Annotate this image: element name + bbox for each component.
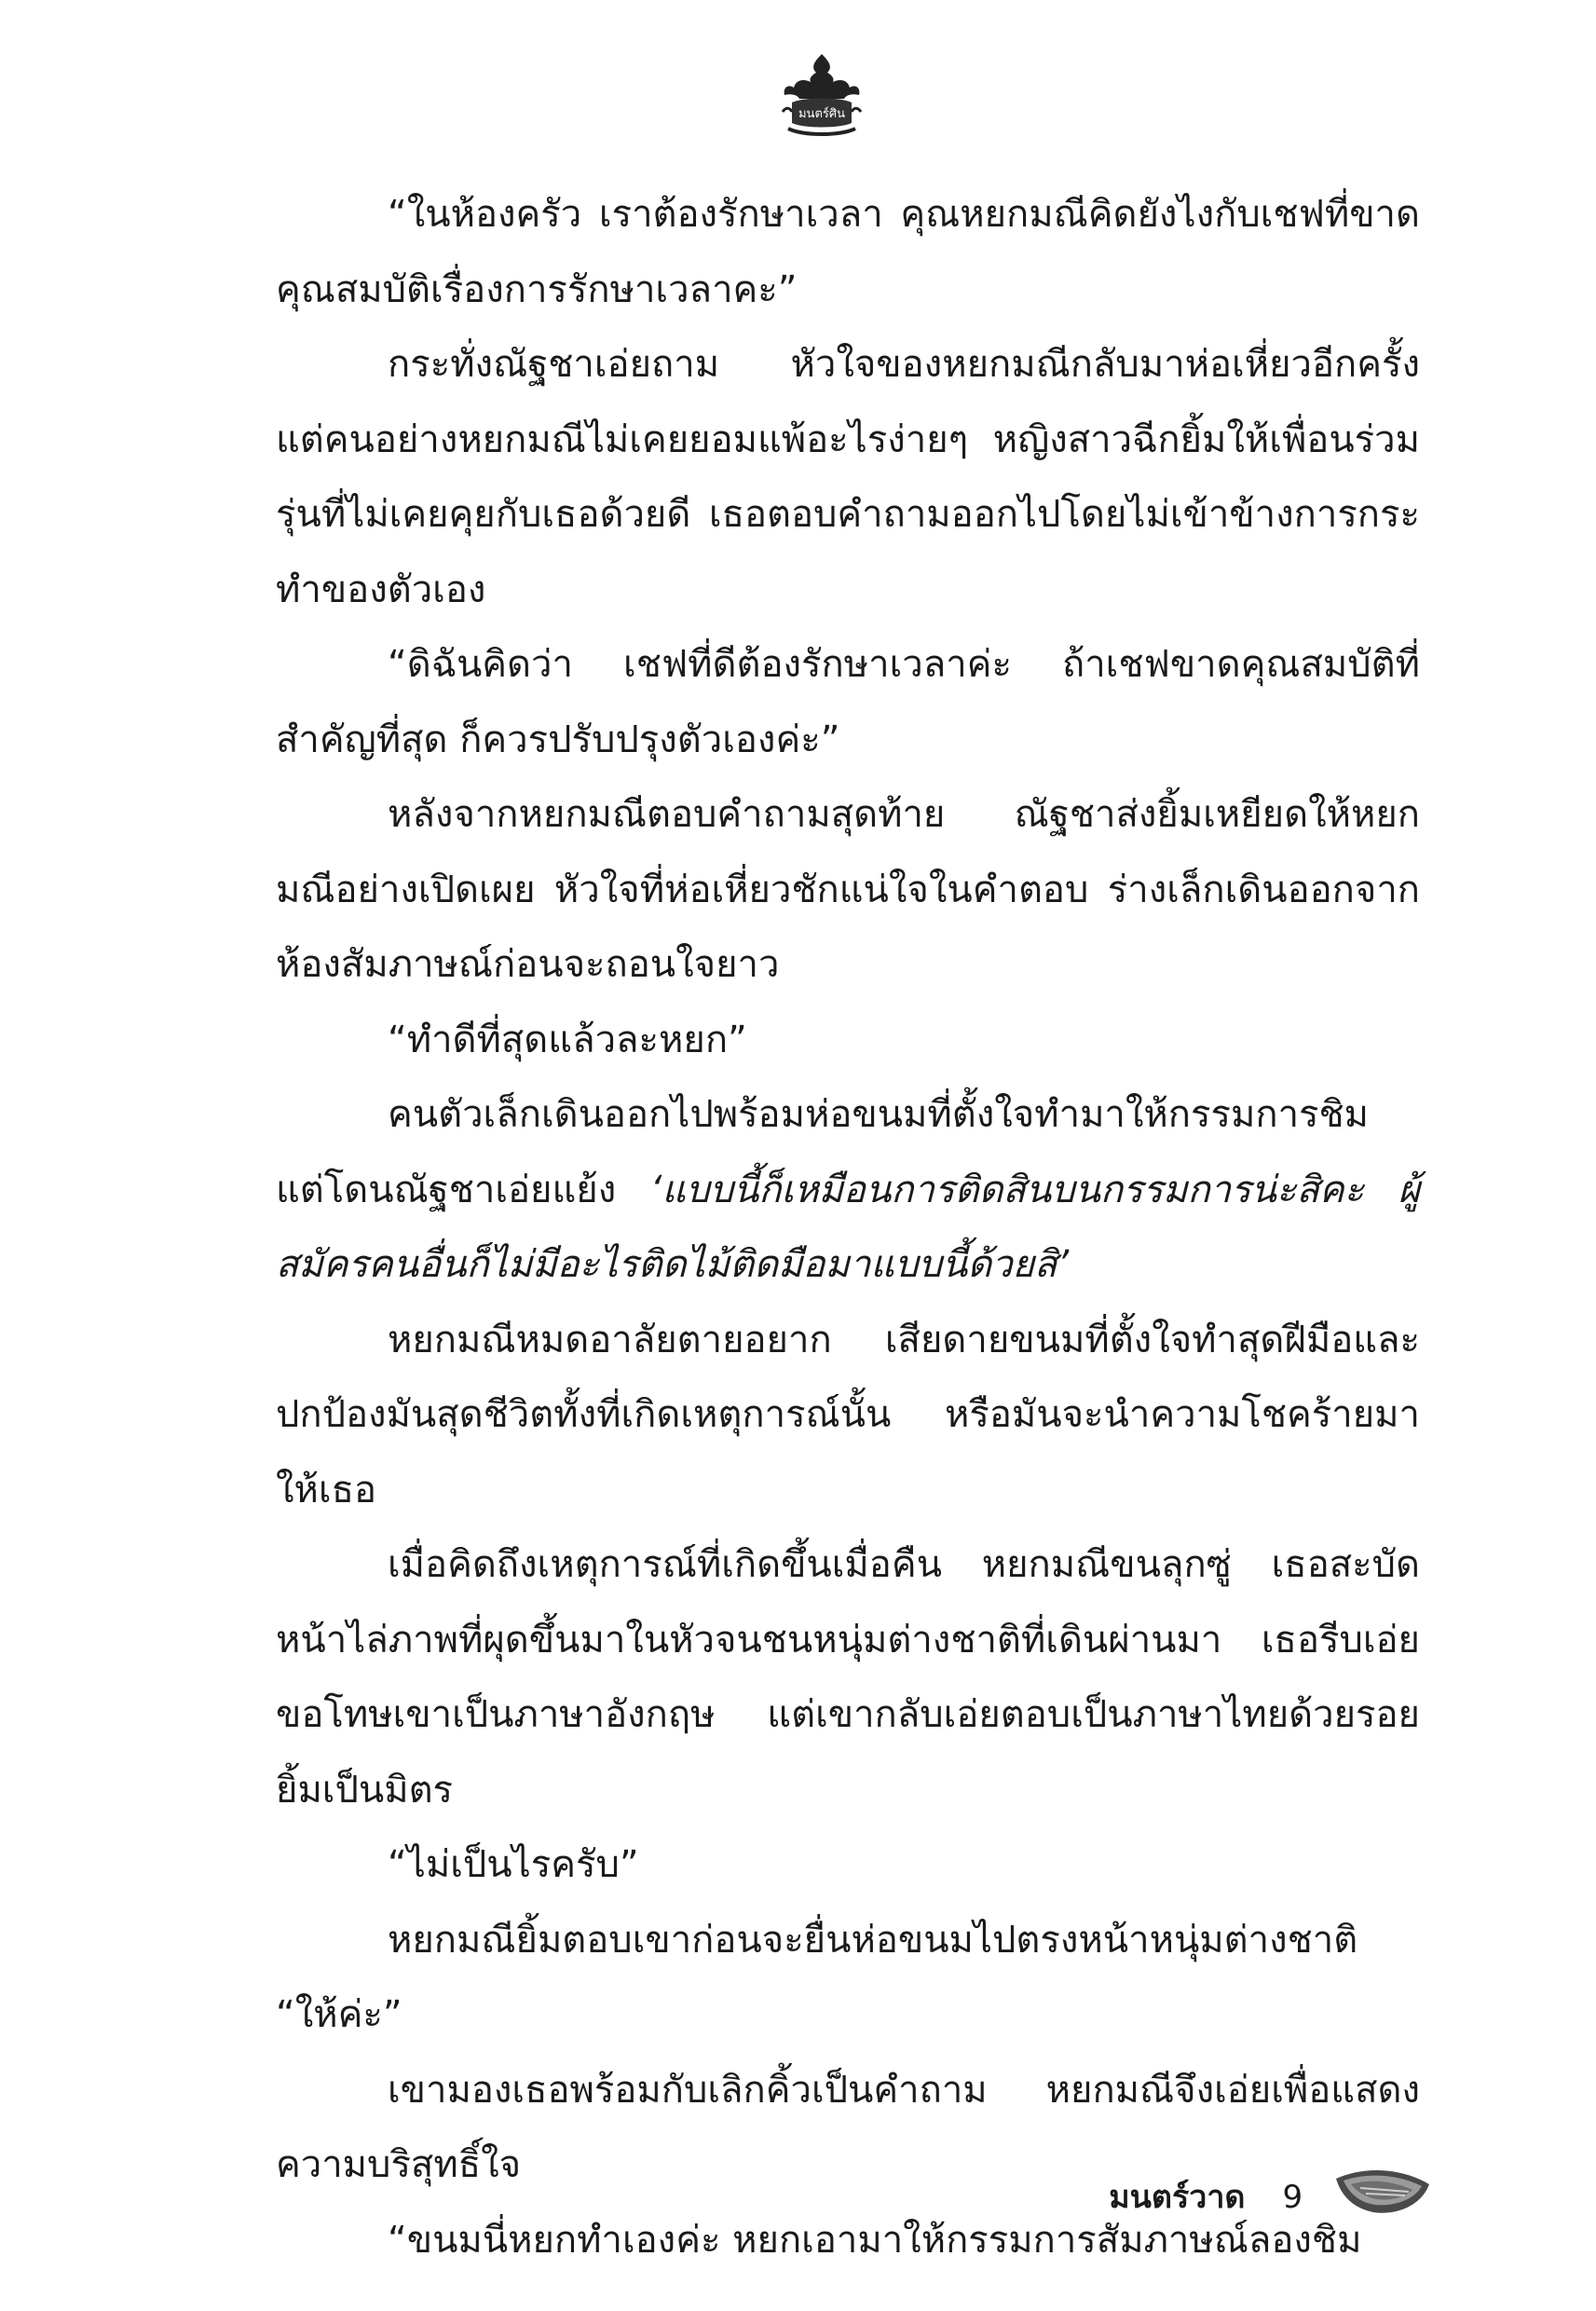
running-title: มนตร์วาด: [1109, 2179, 1246, 2216]
text-segment: “ดิฉันคิดว่า เชฟที่ดีต้องรักษาเวลาค่ะ ถ้าเชฟขาดคุณสมบัติที่สำคัญที่สุด ก็ควรปรับปรุงตัวเองค่ะ”: [276, 643, 1420, 761]
page-body: [276, 177, 1420, 2277]
paragraph: [276, 1903, 1420, 1978]
paragraph: [276, 1303, 1420, 1528]
text-segment: “ขนมนี่หยกทำเองค่ะ หยกเอามาให้กรรมการสัมภาษณ์ลองชิม: [388, 2218, 1362, 2262]
text-segment: คนตัวเล็กเดินออกไปพร้อมห่อขนมที่ตั้งใจทำมาให้กรรมการชิม แต่โดนณัฐชาเอ่ยแย้ง: [276, 1093, 1370, 1211]
page-number: 9: [1282, 2179, 1303, 2216]
text-segment: เมื่อคิดถึงเหตุการณ์ที่เกิดขึ้นเมื่อคืน หยกมณีขนลุกซู่ เธอสะบัดหน้าไล่ภาพที่ผุดขึ้นมาในหัวจนชนหนุ่มต่างชาติที่เดินผ่านมา เธอรีบเอ่ยขอโทษเขาเป็นภาษาอังกฤษ แต่เขากลับเอ่ยตอบเป็นภาษาไทยด้วยรอยยิ้มเป็นมิตร: [276, 1543, 1420, 1812]
text-segment: “ไม่เป็นไรครับ”: [388, 1843, 639, 1886]
text-segment: หยกมณียิ้มตอบเขาก่อนจะยื่นห่อขนมไปตรงหน้าหนุ่มต่างชาติ: [388, 1918, 1358, 1962]
paragraph: [276, 1527, 1420, 1827]
text-segment: “ทำดีที่สุดแล้วละหยก”: [388, 1018, 747, 1061]
decorative-crest-icon: [775, 47, 868, 140]
text-segment: เขามองเธอพร้อมกับเลิกคิ้วเป็นคำถาม หยกมณีจึงเอ่ยเพื่อแสดงความบริสุทธิ์ใจ: [276, 2068, 1420, 2186]
paragraph: [276, 777, 1420, 1003]
paragraph: [276, 1977, 1420, 2053]
boat-icon: [1332, 2160, 1433, 2220]
paragraph: [276, 177, 1420, 327]
crest-text: มนตร์ศิน: [798, 107, 846, 121]
text-segment: หลังจากหยกมณีตอบคำถามสุดท้าย ณัฐชาส่งยิ้มเหยียดให้หยกมณีอย่างเปิดเผย หัวใจที่ห่อเหี่ยวชักแน่ใจในคำตอบ ร่างเล็กเดินออกจากห้องสัมภาษณ์ก่อนจะถอนใจยาว: [276, 793, 1420, 986]
text-segment: หยกมณีหมดอาลัยตายอยาก เสียดายขนมที่ตั้งใจทำสุดฝีมือและปกป้องมันสุดชีวิตทั้งที่เกิดเหตุการณ์นั้น หรือมันจะนำความโชคร้ายมาให้เธอ: [276, 1318, 1420, 1511]
text-segment: “ในห้องครัว เราต้องรักษาเวลา คุณหยกมณีคิดยังไงกับเชฟที่ขาดคุณสมบัติเรื่องการรักษาเวลาคะ”: [276, 193, 1420, 311]
paragraph: [276, 1077, 1420, 1303]
text-segment: “ให้ค่ะ”: [276, 1993, 402, 2036]
paragraph: [276, 1003, 1420, 1078]
text-segment: กระทั่งณัฐชาเอ่ยถาม หัวใจของหยกมณีกลับมาห่อเหี่ยวอีกครั้ง แต่คนอย่างหยกมณีไม่เคยยอมแพ้อะไรง่ายๆ หญิงสาวฉีกยิ้มให้เพื่อนร่วมรุ่นที่ไม่เคยคุยกับเธอด้วยดี เธอตอบคำถามออกไปโดยไม่เข้าข้างการกระทำของตัวเอง: [276, 343, 1420, 611]
paragraph: [276, 627, 1420, 777]
paragraph: [276, 1827, 1420, 1903]
book-crest-logo: [775, 47, 868, 140]
paragraph: [276, 327, 1420, 627]
italic-text-segment: ‘แบบนี้ก็เหมือนการติดสินบนกรรมการน่ะสิคะ ผู้สมัครคนอื่นก็ไม่มีอะไรติดไม้ติดมือมาแบบนี้ด้วยสิ’: [276, 1168, 1420, 1286]
